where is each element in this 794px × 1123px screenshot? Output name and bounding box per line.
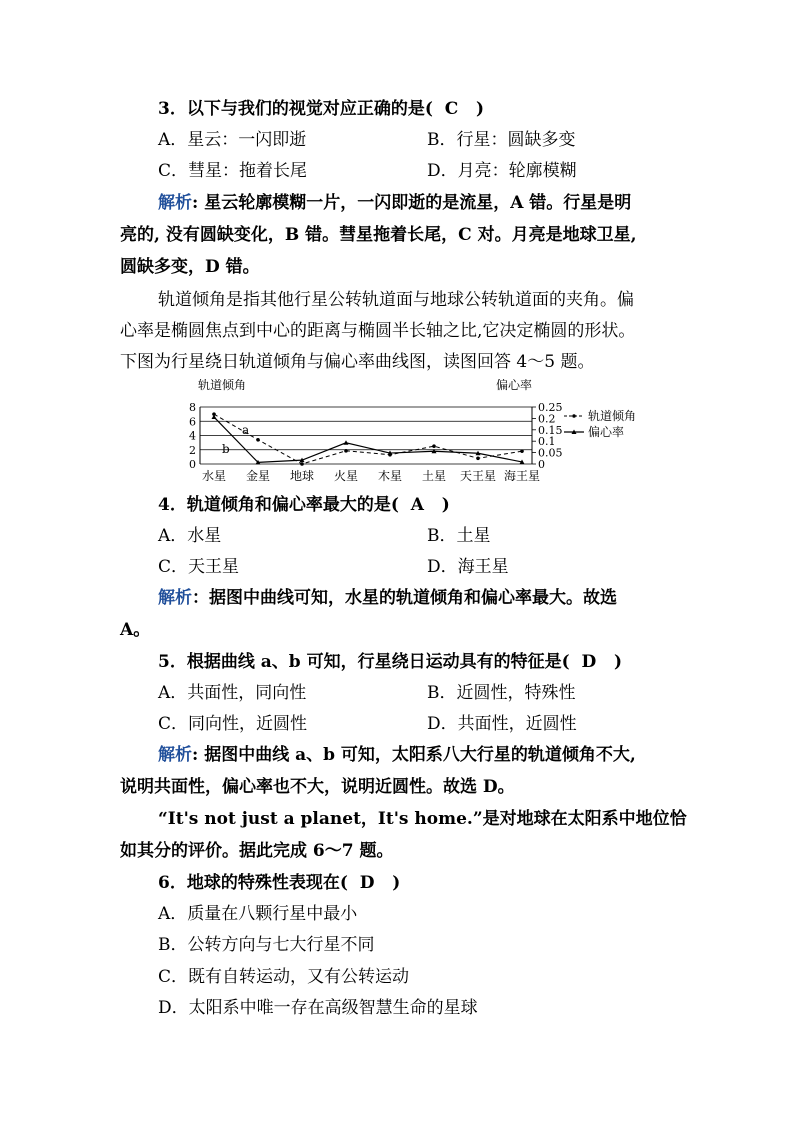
- right-tick-label: 0.25: [538, 401, 563, 414]
- analysis-text: : 据图中曲线 a、b 可知，太阳系八大行星的轨道倾角不大,: [192, 745, 636, 765]
- question-stem-close: ): [476, 99, 485, 119]
- question-stem-close: ): [613, 652, 623, 672]
- analysis-label: 解析: [158, 745, 192, 765]
- option-a: A．水星: [158, 526, 222, 546]
- answer-letter: D: [581, 652, 597, 672]
- option-b: B．土星: [427, 526, 491, 546]
- question-6-stem: [158, 872, 400, 894]
- series-inclination-point: [520, 449, 524, 453]
- series-inclination-point: [344, 449, 348, 453]
- x-tick-label: 土星: [421, 469, 447, 483]
- analysis-label: 解析: [158, 193, 192, 213]
- option-c: C．同向性，近圆性: [158, 714, 308, 734]
- right-tick-label: 0.05: [538, 446, 563, 460]
- series-inclination-point: [256, 438, 260, 442]
- option-c: C．彗星：拖着长尾: [158, 161, 308, 181]
- right-tick-label: 0.15: [538, 423, 563, 437]
- left-tick-label: 6: [189, 415, 196, 429]
- intro-paragraph-line: 心率是椭圆焦点到中心的距离与椭圆半长轴之比,它决定椭圆的形状。: [120, 321, 636, 341]
- orbit-chart-svg: [186, 379, 666, 489]
- left-tick-label: 4: [189, 429, 196, 443]
- right-tick-label: 0: [538, 458, 545, 471]
- right-tick-label: 0.1: [538, 435, 556, 449]
- intro-paragraph-line: 轨道倾角是指其他行星公转轨道面与地球公转轨道面的夹角。偏: [158, 290, 634, 310]
- question-3-stem: [158, 98, 484, 120]
- question-stem-close: ): [392, 873, 401, 893]
- analysis-line: 圆缺多变，D 错。: [120, 257, 260, 277]
- intro-paragraph-line: “It's not just a planet，It's home.”是对地球在太阳系中地位恰: [158, 809, 687, 829]
- option-a: A．星云：一闪即逝: [158, 130, 307, 150]
- left-axis-title: 轨道倾角: [198, 379, 247, 392]
- right-axis-title: 偏心率: [496, 379, 533, 392]
- legend-inclination-label: 轨道倾角: [588, 409, 637, 423]
- x-tick-label: 天王星: [459, 469, 497, 483]
- option-a: A．质量在八颗行星中最小: [158, 904, 358, 924]
- option-b: B．近圆性，特殊性: [427, 683, 576, 703]
- orbit-chart: [186, 379, 666, 489]
- series-eccentricity-point: [344, 440, 349, 445]
- analysis-line: [158, 192, 631, 214]
- question-5-stem: [158, 651, 622, 673]
- analysis-line: [158, 587, 617, 609]
- left-tick-label: 2: [189, 443, 196, 457]
- question-stem-text: 3．以下与我们的视觉对应正确的是(: [158, 99, 433, 119]
- question-stem-text: 6．地球的特殊性表现在(: [158, 873, 348, 893]
- question-stem-text: 5．根据曲线 a、b 可知，行星绕日运动具有的特征是(: [158, 652, 570, 672]
- analysis-line: A。: [120, 620, 151, 640]
- x-tick-label: 水星: [201, 469, 227, 483]
- right-tick-label: 0.2: [538, 412, 556, 426]
- option-c: C．既有自转运动，又有公转运动: [158, 967, 410, 987]
- x-tick-label: 海王星: [503, 469, 541, 483]
- answer-letter: C: [444, 99, 459, 119]
- question-stem-text: 4．轨道倾角和偏心率最大的是(: [158, 495, 399, 515]
- curve-label-a: a: [242, 423, 250, 438]
- curve-label-b: b: [222, 442, 230, 457]
- left-tick-label: 8: [189, 401, 196, 414]
- analysis-line: 亮的, 没有圆缺变化，B 错。彗星拖着长尾，C 对。月亮是地球卫星,: [120, 225, 637, 245]
- legend-eccentricity-label: 偏心率: [588, 425, 625, 439]
- intro-paragraph-line: 如其分的评价。据此完成 6～7 题。: [120, 841, 394, 861]
- x-tick-label: 火星: [333, 469, 359, 483]
- x-tick-label: 木星: [377, 469, 403, 483]
- option-b: B．行星：圆缺多变: [427, 130, 576, 150]
- analysis-line: 说明共面性，偏心率也不大，说明近圆性。故选 D。: [120, 777, 515, 797]
- analysis-text: ：据图中曲线可知，水星的轨道倾角和偏心率最大。故选: [192, 588, 617, 608]
- x-tick-label: 地球: [289, 469, 315, 483]
- series-inclination-point: [476, 457, 480, 461]
- analysis-label: 解析: [158, 588, 192, 608]
- option-b: B．公转方向与七大行星不同: [158, 935, 375, 955]
- option-a: A．共面性，同向性: [158, 683, 307, 703]
- option-d: D．共面性，近圆性: [427, 714, 577, 734]
- series-eccentricity-line: [214, 417, 522, 462]
- answer-letter: A: [410, 495, 424, 515]
- series-inclination-point: [300, 462, 304, 466]
- left-tick-label: 0: [189, 458, 196, 471]
- analysis-text: : 星云轮廓模糊一片，一闪即逝的是流星，A 错。行星是明: [192, 193, 632, 213]
- series-inclination-point: [432, 444, 436, 448]
- option-d: D．月亮：轮廓模糊: [427, 161, 577, 181]
- option-d: D．太阳系中唯一存在高级智慧生命的星球: [158, 998, 478, 1018]
- question-stem-close: ): [441, 495, 450, 515]
- legend-inclination-marker: [572, 414, 576, 418]
- option-c: C．天王星: [158, 557, 240, 577]
- answer-letter: D: [359, 873, 375, 893]
- question-4-stem: [158, 494, 450, 516]
- intro-paragraph-line: 下图为行星绕日轨道倾角与偏心率曲线图，读图回答 4～5 题。: [120, 352, 595, 372]
- option-d: D．海王星: [427, 557, 509, 577]
- x-tick-label: 金星: [245, 469, 271, 483]
- analysis-line: [158, 744, 636, 766]
